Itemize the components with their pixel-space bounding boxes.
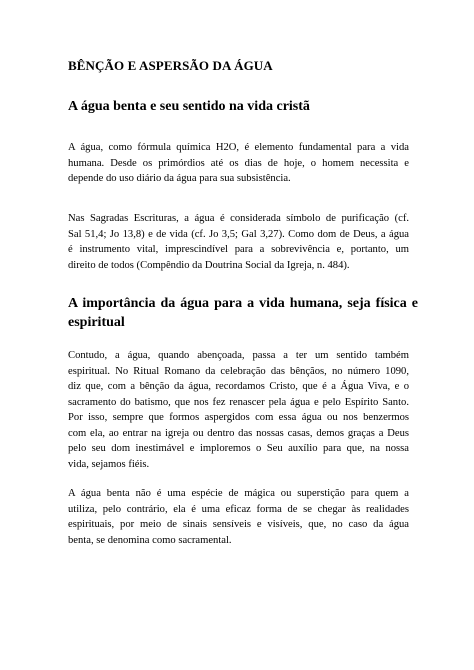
paragraph-line: pelo seu dom inestimável e imploremos o Seu auxílio para que, na nossa — [68, 443, 409, 454]
paragraph-line: A água, como fórmula química H2O, é elemento fundamental para a vida — [68, 142, 409, 153]
section1-heading: A água benta e seu sentido na vida cristã — [68, 99, 310, 114]
paragraph-line: Nas Sagradas Escrituras, a água é considerada símbolo de purificação (cf. — [68, 213, 409, 224]
paragraph-line: vida, sejamos fiéis. — [68, 458, 150, 470]
paragraph-line: depende do uso diário da água para sua subsistência. — [68, 173, 291, 184]
paragraph-line: humana. Desde os primórdios até os dias de hoje, o homem necessita e — [68, 157, 409, 169]
section2-paragraph-2 — [68, 486, 409, 548]
section2-heading — [68, 294, 418, 332]
heading-line: espiritual — [68, 315, 125, 330]
document-title: BÊNÇÃO E ASPERSÃO DA ÁGUA — [68, 58, 273, 73]
section1-paragraph-2 — [68, 211, 409, 273]
paragraph-line: Contudo, a água, quando abençoada, passa a ter um sentido também — [68, 350, 409, 361]
paragraph-line: A água benta não é uma espécie de mágica ou superstição para quem a — [68, 488, 409, 499]
paragraph-line: espirituais, por meio de sinais sensíveis e visíveis, que, no caso da água — [68, 519, 409, 530]
section1-paragraph-1 — [68, 140, 409, 187]
paragraph-line: espiritual. No Ritual Romano da celebração das bênçãos, no número 1090, — [68, 365, 409, 377]
paragraph-line: benta, se denomina como sacramental. — [68, 534, 232, 546]
paragraph-line: sacramento do batismo, que nos fez renascer pela água e pelo Espírito Santo. — [68, 396, 409, 408]
paragraph-line: diz que, com a bênção da água, recordamos Cristo, que é a Água Viva, e o — [68, 381, 409, 392]
paragraph-line: Por isso, sempre que formos aspergidos com essa água ou nos benzermos — [68, 412, 409, 423]
paragraph-line: utiliza, pelo contrário, ela é uma eficaz forma de se chegar às realidades — [68, 503, 409, 515]
paragraph-line: Sal 51,4; Jo 13,8) e de vida (cf. Jo 3,5; Gal 3,27). Como dom de Deus, a água — [68, 228, 409, 240]
section2-paragraph-1 — [68, 348, 409, 472]
paragraph-line: é instrumento vital, imprescindível para a sobrevivência e, portanto, um — [68, 244, 409, 255]
paragraph-line: direito de todos (Compêndio da Doutrina Social da Igreja, n. 484). — [68, 259, 350, 271]
paragraph-line: com ela, ao entrar na igreja ou dentro das nossas casas, demos graças a Deus — [68, 427, 409, 439]
heading-line: A importância da água para a vida humana, seja física e — [68, 296, 418, 311]
